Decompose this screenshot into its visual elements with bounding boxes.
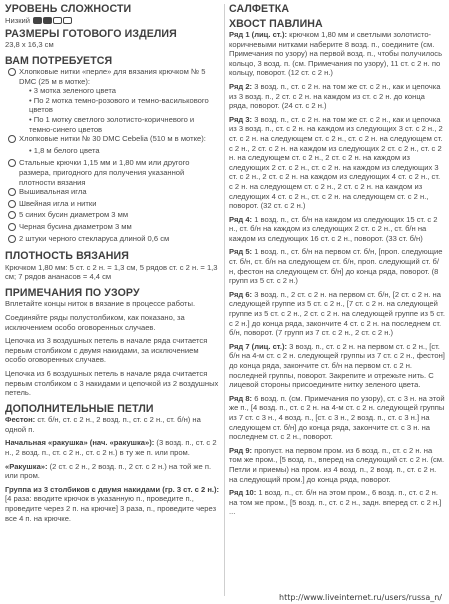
- material-item: Черная бусина диаметром 3 мм: [5, 222, 220, 234]
- row-instruction: Ряд 8: 6 возд. п. (см. Примечания по узору), ст. с 3 н. на этой же п., [4 возд. п., ст. с 2 н. на 4-м ст. с 2 н. следующей группы из 7 ст. с 3 н., 4 возд. п., [ст. с 3 н., 2 возд. п., ст. с 3 н.] на следующем ст. б/н] до конца ряда, закончите ст. с 3 н. на последнем ст. с 2 н., поворот.: [229, 393, 445, 442]
- material-item: Хлопковые нитки № 30 DMC Cebelia (510 м в мотке):: [5, 134, 220, 146]
- difficulty-indicator: [33, 17, 72, 24]
- material-item: 2 штуки черного стекларуса длиной 0,6 см: [5, 234, 220, 246]
- notes-section: [5, 288, 220, 398]
- row-instruction: Ряд 1 (лиц. ст.): крючком 1,80 мм и светлыми золотисто-коричневыми нитками наберите 8 возд. п., соедините (см. Примечания по узору) на первой возд. п., чтобы получилось кольцо, 3 возд. п. (см. Примечания по узору), 11 ст. с 2 н. по кольцу, поворот. (12 ст. с 2 н.): [229, 30, 443, 78]
- difficulty-block-empty: [53, 17, 62, 24]
- bullet-circle-icon: [8, 211, 16, 219]
- row-instruction: Ряд 5: 1 возд. п., ст. б/н на первом ст. б/н, [проп. следующие ст. б/н, ст. б/н на следующем ст. б/н, проп. следующий ст. б/н, фестон на следующем ст. б/н] до конца ряда, поворот. (8 групп из 5 ст. с 2 н.): [229, 247, 443, 286]
- row-instruction: Ряд 7 (лиц. ст.): 3 возд. п., ст. с 2 н. на первом ст. с 2 н., [ст. б/н на 4-м ст. с 2 н. следующей группы из 7 ст. с 2 н., фестон] до конца ряда, закончите ст. б/н на первом ст. с 2 н. последней группы, поворот. Закрепите и отрежьте нить. С лицевой стороны присоедините нитку зеленого цвета.: [229, 341, 445, 390]
- stitch-definition: Фестон: ст. б/н, ст. с 2 н., 2 возд. п., ст. с 2 н., ст. б/н) на одной п.: [5, 415, 201, 434]
- difficulty-title: УРОВЕНЬ СЛОЖНОСТИ: [5, 3, 132, 15]
- row-instructions: [229, 30, 445, 517]
- material-subitem: • 1,8 м белого цвета: [29, 145, 100, 155]
- difficulty-value: Низкий: [5, 15, 31, 25]
- row-instruction: Ряд 9: пропуст. на первом пром. из 6 возд. п., ст. с 2 н. на том же пром., [5 возд. п., вперед на следующий ст. с 2 н. (см. Петли и приемы) на пром. из 4 возд. п., 2 возд. п., ст. с 2 н. на следующий пром.] до конца ряда, поворот.: [229, 445, 445, 484]
- size-section: [5, 29, 220, 50]
- stitch-definition: Группа из 3 столбиков с двумя накидами (гр. 3 ст. с 2 н.): [4 раза: вводите крючок в указанную п., проведите п., проведите через 2 п. на крючке] 3 раза, п., проведите через все 4 п. на крючке.: [5, 484, 220, 523]
- material-subitem: • По 2 мотка темно-розового и темно-василькового цветов: [29, 95, 209, 115]
- bullet-circle-icon: [8, 159, 16, 167]
- bullet-circle-icon: [8, 235, 16, 243]
- note-paragraph: Соединяйте ряды полустолбиком, как показано, за исключением особо оговоренных случаев.: [5, 312, 185, 332]
- watermark-url[interactable]: http://www.liveinternet.ru/users/russa_n/: [279, 593, 442, 602]
- bullet-circle-icon: [8, 223, 16, 231]
- material-item: Стальные крючки 1,15 мм и 1,80 мм или другого размера, пригодного для получения указанной плотности вязания: [5, 158, 220, 187]
- bullet-circle-icon: [8, 135, 16, 143]
- difficulty-section: [5, 4, 220, 26]
- right-column: [229, 4, 445, 517]
- material-item: Вышивальная игла: [5, 187, 220, 199]
- extra-stitches-title: ДОПОЛНИТЕЛЬНЫЕ ПЕТЛИ: [5, 402, 154, 415]
- column-divider: [224, 4, 225, 596]
- bullet-circle-icon: [8, 200, 16, 208]
- bullet-circle-icon: [8, 188, 16, 196]
- row-instruction: Ряд 4: 1 возд. п., ст. б/н на каждом из следующих 15 ст. с 2 н., ст. б/н на каждом из следующих 2 ст. с 2 н., ст. б/н на каждом из следующих 16 ст. с 2 н., поворот. (33 ст. б/н): [229, 214, 438, 243]
- material-item: Хлопковые нитки «перле» для вязания крючком № 5 DMC (25 м в мотке):: [5, 67, 220, 86]
- materials-section: [5, 56, 220, 246]
- materials-title: ВАМ ПОТРЕБУЕТСЯ: [5, 54, 113, 67]
- difficulty-block-filled: [33, 17, 42, 24]
- material-subitem: • По 1 мотку светлого золотисто-коричневого и темно-синего цветов: [29, 115, 195, 134]
- left-column: [5, 4, 220, 523]
- notes-title: ПРИМЕЧАНИЯ ПО УЗОРУ: [5, 286, 140, 299]
- gauge-title: ПЛОТНОСТЬ ВЯЗАНИЯ: [5, 250, 129, 263]
- row-instruction: Ряд 3: 3 возд. п., ст. с 2 н. на том же ст. с 2 н., как и цепочка из 3 возд. п., ст. с 2 н. на каждом из следующих 3 ст. с 2 н., 2 ст. с 2 н. на следующем ст. с 2 н., ст. с 2 н. на следующем ст. с 2 н., 2 ст. с 2 н. на каждом из следующих 2 ст. с 2 н., ст. с 2 н. на следующем ст. с 2 н., 2 ст. с 2 н. на каждом из следующих 2 ст. с 2 н., ст. с 2 н. на каждом из следующих 3 ст. с 2 н., 2 ст. с 2 н. на каждом из следующих 4 ст. с 2 н., ст. с 2 н. на следующем ст. с 2 н., 2 ст. с 2 н. на каждом из следующих 4 ст. с 2 н., ст. с 2 н. на следующем ст. с 2 н., поворот. (32 ст. с 2 н.): [229, 114, 443, 211]
- row-instruction: Ряд 2: 3 возд. п., ст. с 2 н. на том же ст. с 2 н., как и цепочка из 3 возд. п., 2 ст. с 2 н. на каждом из ст. с 2 н. до конца ряда, поворот. (24 ст. с 2 н.): [229, 81, 441, 111]
- size-value: 23,8 х 16,3 см: [5, 40, 54, 49]
- note-paragraph: Цепочка из 6 воздушных петель в начале ряда считается первым столбиком с 3 накидами и цепочкой из 2 воздушных петель.: [5, 368, 219, 398]
- note-paragraph: Вплетайте концы ниток в вязание в процессе работы.: [5, 299, 196, 309]
- material-item: 5 синих бусин диаметром 3 мм: [5, 210, 220, 222]
- material-item: Швейная игла и нитки: [5, 199, 220, 211]
- stitch-definition: «Ракушка»: (2 ст. с 2 н., 2 возд. п., 2 ст. с 2 н.) на той же п. или пром.: [5, 461, 212, 481]
- difficulty-block-filled: [43, 17, 52, 24]
- difficulty-block-empty: [63, 17, 72, 24]
- gauge-section: [5, 251, 220, 282]
- row-instruction: Ряд 6: 3 возд. п., 2 ст. с 2 н. на первом ст. б/н, [2 ст. с 2 н. на следующей группе из 5 ст. с 2 н., [7 ст. с 2 н. на следующей группе из 5 ст. с 2 н., 2 ст. с 2 н. на следующей группе из 5 ст. с 2 н.] до конца ряда, закончите 4 ст. с 2 н. на последнем ст. б/н, поворот. (7 групп из 7 ст. с 2 н., 2 ст. с 2 н.): [229, 289, 445, 338]
- napkin-title: САЛФЕТКА: [229, 3, 290, 15]
- bullet-circle-icon: [8, 68, 16, 76]
- extra-stitches-section: [5, 404, 220, 523]
- row-instruction: Ряд 10: 1 возд. п., ст. б/н на этом пром., 6 возд. п., ст. с 2 н. на том же пром., [5 возд. п., ст. с 2 н., задн. вперед ст. с 2 н.] ...: [229, 488, 442, 517]
- gauge-text: Крючком 1,80 мм: 5 ст. с 2 н. = 1,3 см, 5 рядов ст. с 2 н. = 1,3 см; 7 рядов ананасов = 4,4 см: [5, 262, 218, 282]
- section-title: ХВОСТ ПАВЛИНА: [229, 17, 323, 30]
- stitch-definition: Начальная «ракушка» (нач. «ракушка»): (3 возд. п., ст. с 2 н., 2 возд. п., ст. с 2 н., ст. с 2 н.) в ту же п. или пром.: [5, 438, 217, 457]
- note-paragraph: Цепочка из 3 воздушных петель в начале ряда считается первым столбиком с двумя накидами, за исключением особо оговоренных случаев.: [5, 336, 208, 365]
- material-subitem: • 3 мотка зеленого цвета: [29, 86, 116, 96]
- size-title: РАЗМЕРЫ ГОТОВОГО ИЗДЕЛИЯ: [5, 27, 177, 40]
